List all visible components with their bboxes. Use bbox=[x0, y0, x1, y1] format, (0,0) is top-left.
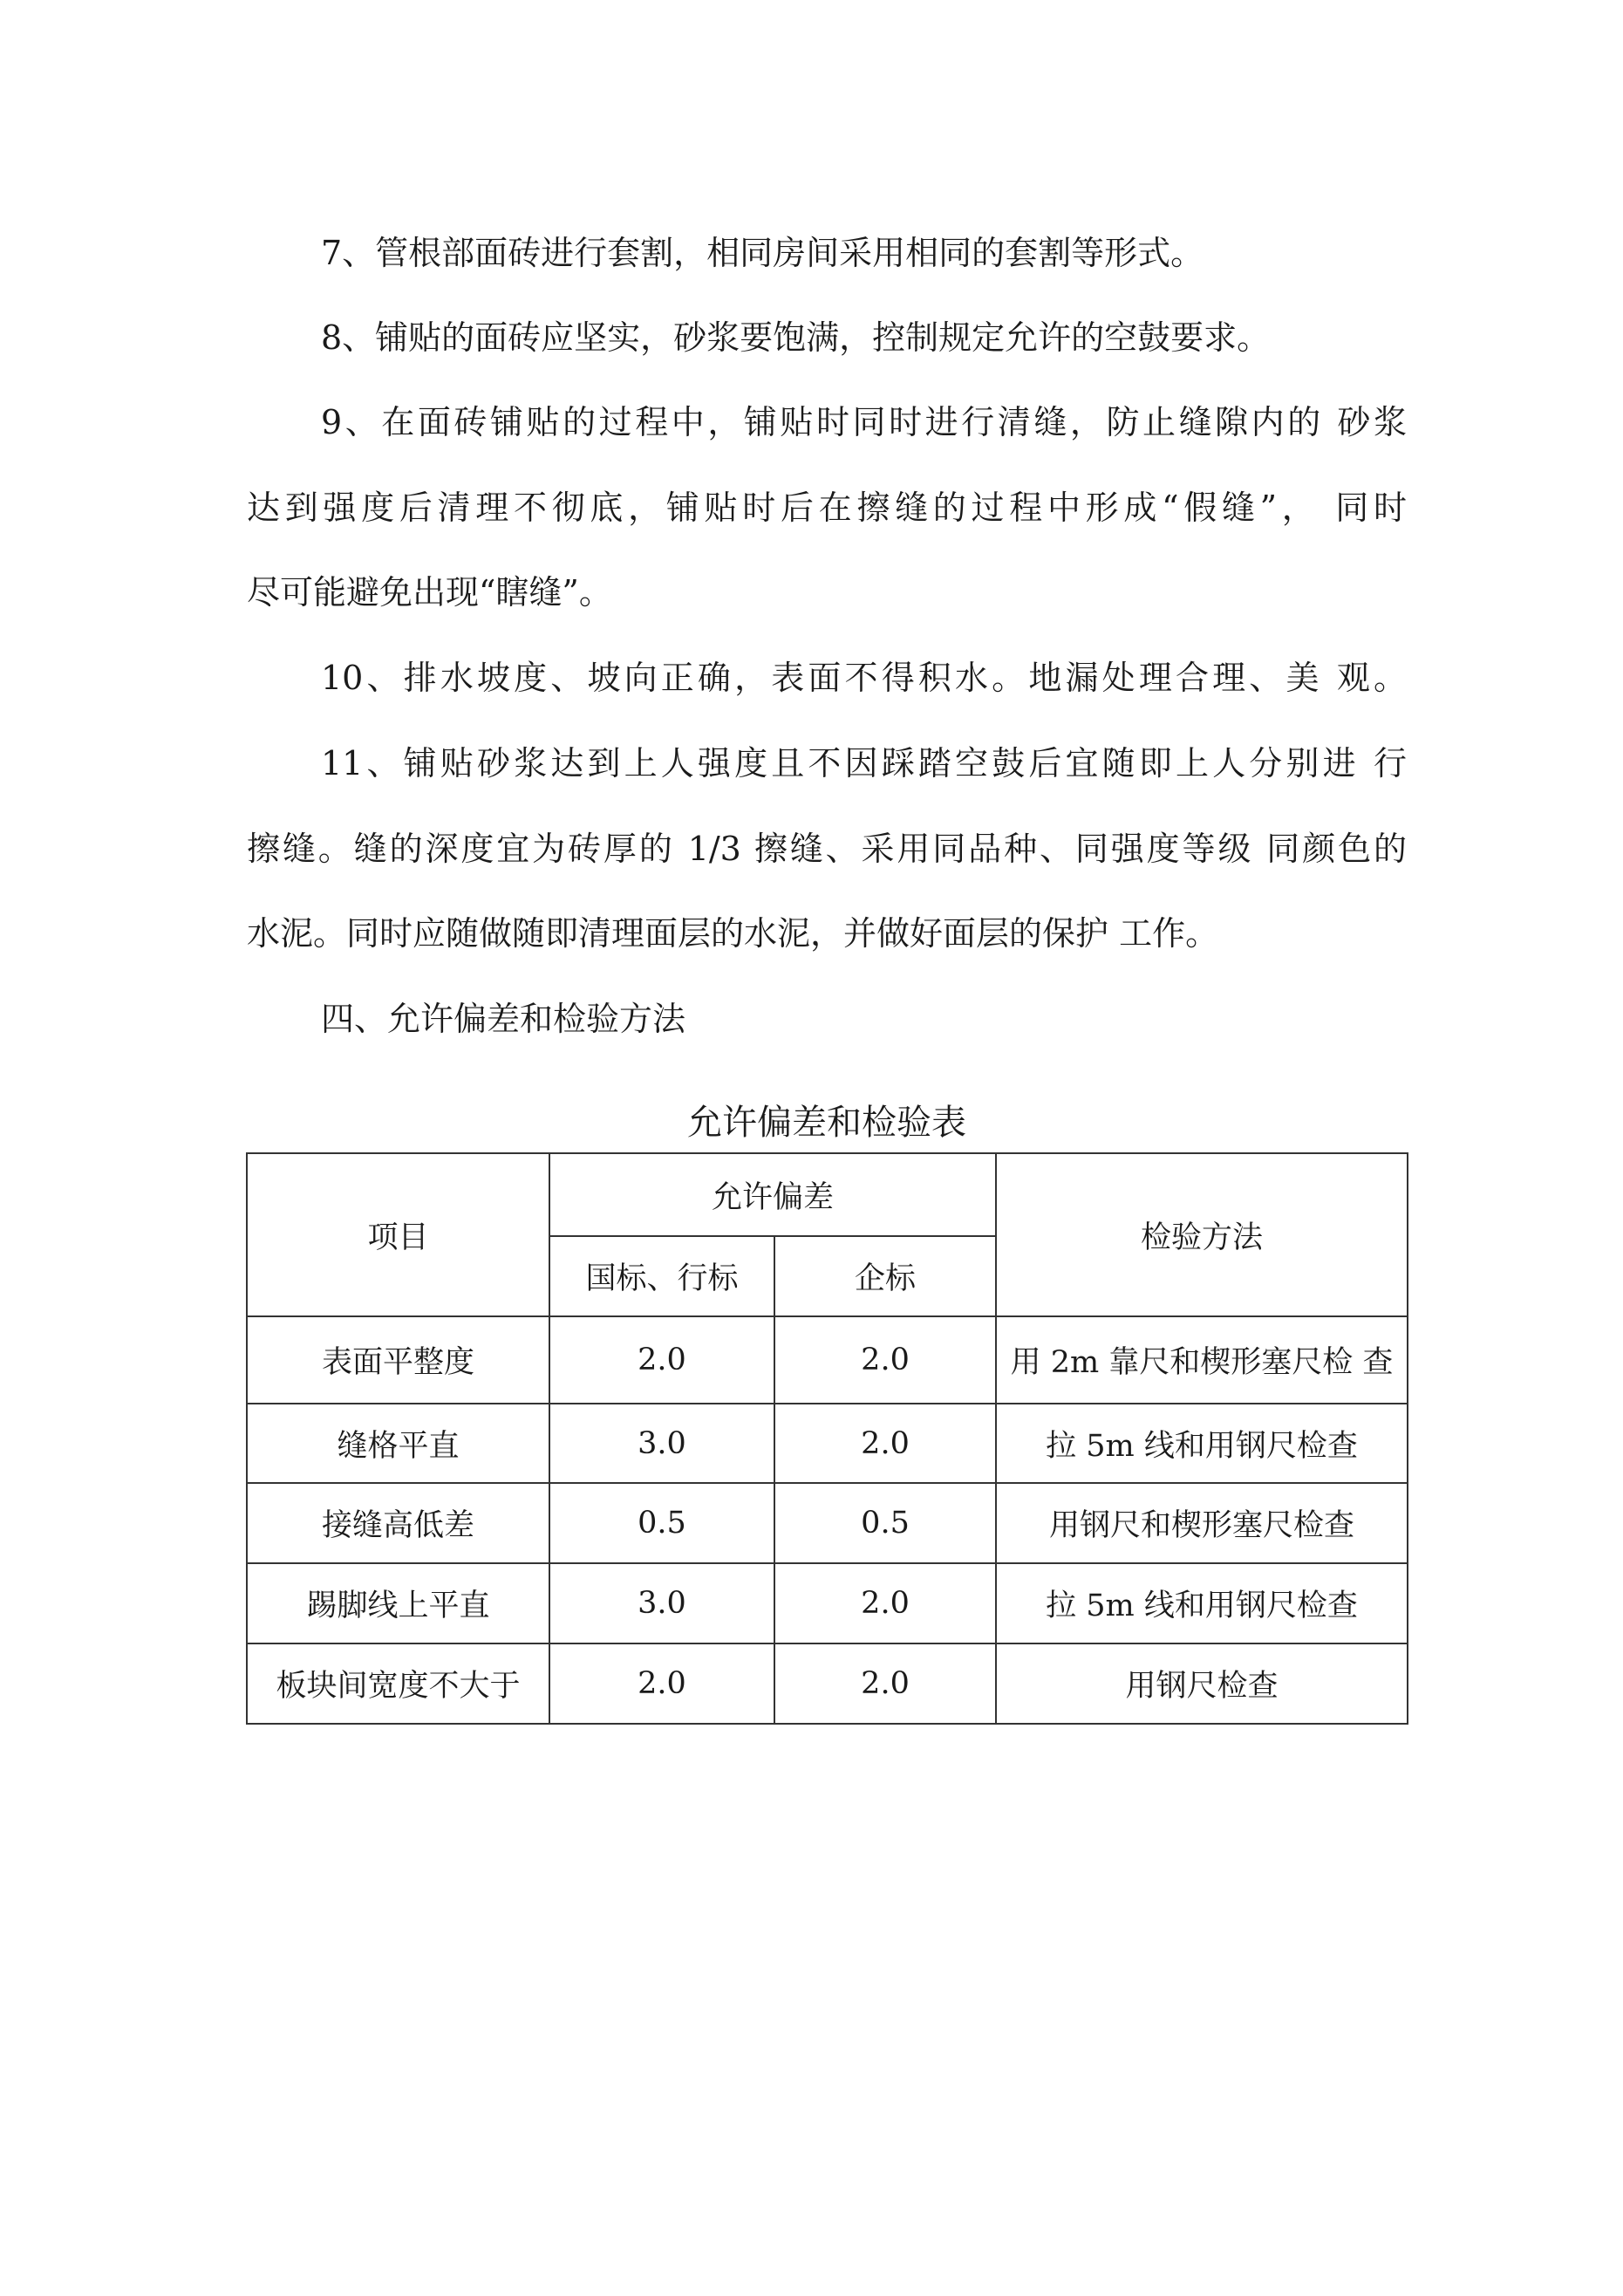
row-method: 用钢尺和楔形塞尺检查 bbox=[996, 1483, 1408, 1563]
deviation-table bbox=[246, 1152, 1408, 1725]
row-enterprise-value: 2.0 bbox=[774, 1404, 996, 1483]
table-row bbox=[247, 1483, 1408, 1563]
row-item: 板块间宽度不大于 bbox=[247, 1643, 549, 1724]
row-national-value: 2.0 bbox=[549, 1643, 774, 1724]
paragraph-9-line-1: 9、在面砖铺贴的过程中，铺贴时同时进行清缝，防止缝隙内的 砂浆 bbox=[321, 403, 1407, 441]
header-enterprise-standard: 企标 bbox=[774, 1236, 996, 1316]
paragraph-8: 8、铺贴的面砖应坚实，砂浆要饱满，控制规定允许的空鼓要求。 bbox=[321, 318, 1271, 357]
row-method: 拉 5m 线和用钢尺检查 bbox=[996, 1404, 1408, 1483]
row-enterprise-value: 2.0 bbox=[774, 1643, 996, 1724]
paragraph-11-line-3: 水泥。同时应随做随即清理面层的水泥，并做好面层的保护 工作。 bbox=[247, 914, 1219, 953]
table-caption: 允许偏差和检验表 bbox=[687, 1103, 966, 1143]
row-national-value: 2.0 bbox=[549, 1316, 774, 1404]
row-method: 用 2m 靠尺和楔形塞尺检 查 bbox=[996, 1316, 1408, 1404]
paragraph-9-line-2: 达到强度后清理不彻底，铺贴时后在擦缝的过程中形成“假缝”， 同时 bbox=[247, 489, 1407, 527]
row-enterprise-value: 0.5 bbox=[774, 1483, 996, 1563]
row-method: 用钢尺检查 bbox=[996, 1643, 1408, 1724]
section-heading-4: 四、允许偏差和检验方法 bbox=[321, 1000, 686, 1038]
row-item: 缝格平直 bbox=[247, 1404, 549, 1483]
paragraph-7: 7、管根部面砖进行套割，相同房间采用相同的套割等形式。 bbox=[321, 234, 1204, 272]
table-row bbox=[247, 1643, 1408, 1724]
row-item: 踢脚线上平直 bbox=[247, 1563, 549, 1643]
header-inspection-method: 检验方法 bbox=[996, 1153, 1408, 1316]
row-item: 接缝高低差 bbox=[247, 1483, 549, 1563]
paragraph-11-line-1: 11、铺贴砂浆达到上人强度且不因踩踏空鼓后宜随即上人分别进 行 bbox=[321, 744, 1407, 782]
table-row bbox=[247, 1563, 1408, 1643]
paragraph-10: 10、排水坡度、坡向正确，表面不得积水。地漏处理合理、美 观。 bbox=[321, 659, 1407, 697]
table-row bbox=[247, 1404, 1408, 1483]
row-national-value: 0.5 bbox=[549, 1483, 774, 1563]
row-national-value: 3.0 bbox=[549, 1404, 774, 1483]
table-header-row-1 bbox=[247, 1153, 1408, 1236]
row-enterprise-value: 2.0 bbox=[774, 1563, 996, 1643]
table-row bbox=[247, 1316, 1408, 1404]
header-national-standard: 国标、行标 bbox=[549, 1236, 774, 1316]
header-allowed-deviation: 允许偏差 bbox=[549, 1153, 996, 1236]
row-method: 拉 5m 线和用钢尺检查 bbox=[996, 1563, 1408, 1643]
row-item: 表面平整度 bbox=[247, 1316, 549, 1404]
row-national-value: 3.0 bbox=[549, 1563, 774, 1643]
paragraph-11-line-2: 擦缝。缝的深度宜为砖厚的 1/3 擦缝、采用同品种、同强度等级 同颜色的 bbox=[247, 830, 1407, 868]
row-enterprise-value: 2.0 bbox=[774, 1316, 996, 1404]
header-item: 项目 bbox=[247, 1153, 549, 1316]
paragraph-9-line-3: 尽可能避免出现“瞎缝”。 bbox=[247, 573, 612, 612]
